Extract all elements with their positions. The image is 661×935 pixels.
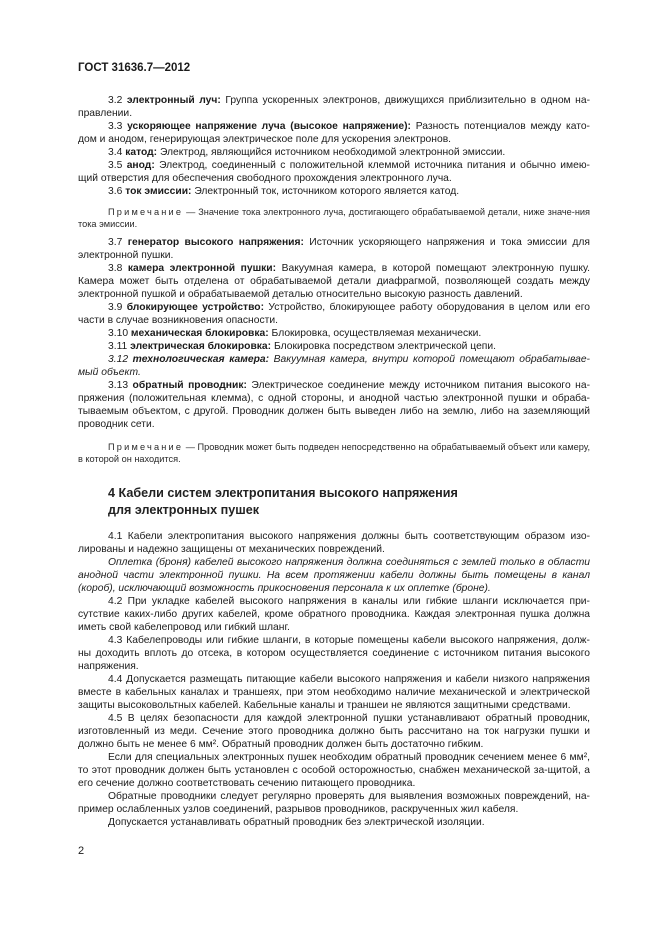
definitions-block-1	[78, 94, 590, 198]
paragraph-special-guns: Если для специальных электронных пушек необходим обратный проводник сечением менее 6 мм², то этот проводник должен быть установлен с особой осторожностью, снабжен механической за-щитой, а его сечение должно соответствовать сечению питающего проводника.	[78, 752, 590, 789]
note-label: Примечание	[108, 207, 184, 217]
definition-3-5: 3.5 анод: Электрод, соединенный с положительной клеммой источника питания и обычно имею-щий отверстия для обеспечения свободного прохождения электронного луча.	[78, 160, 590, 184]
definition-3-2: 3.2 электронный луч: Группа ускоренных электронов, движущихся приблизительно в одном на-правлении.	[78, 95, 590, 119]
definition-3-10: 3.10 механическая блокировка: Блокировка, осуществляемая механически.	[108, 328, 482, 339]
definitions-block-2	[78, 236, 590, 431]
note-1: Примечание — Значение тока электронного луча, достигающего обрабатываемой детали, ниже значе-ния тока эмиссии.	[78, 207, 590, 229]
definition-3-11: 3.11 электрическая блокировка: Блокировка посредством электрической цепи.	[108, 341, 496, 352]
page-number: 2	[78, 845, 85, 857]
definition-3-12: 3.12 технологическая камера: Вакуумная камера, внутри которой помещают обрабатывае-мый объект.	[78, 354, 590, 378]
section-4-body	[78, 530, 590, 829]
paragraph-4-3: 4.3 Кабелепроводы или гибкие шланги, в которые помещены кабели высокого напряжения, долж-ны доходить вплоть до отсека, в котором осуществляется соединение с источником питания высокого напряжения.	[78, 635, 590, 672]
definition-3-8: 3.8 камера электронной пушки: Вакуумная камера, в которой помещают электронную пушку. Камера может быть отделена от обрабатываемой детали диафрагмой, позволяющей создать между электронной пушкой и обрабатываемой деталью относительно высокую разность давлений.	[78, 263, 590, 300]
paragraph-no-insulation: Допускается устанавливать обратный проводник без электрической изоляции.	[108, 817, 485, 828]
paragraph-4-1: 4.1 Кабели электропитания высокого напряжения должны быть соответствующим образом изо-лированы и надежно защищены от механических повреждений.	[78, 531, 590, 555]
definition-3-6: 3.6 ток эмиссии: Электронный ток, источником которого является катод.	[108, 186, 460, 197]
note-label: Примечание	[108, 442, 184, 452]
definition-3-3: 3.3 ускоряющее напряжение луча (высокое напряжение): Разность потенциалов между като-дом и анодом, генерирующая электрическое поле для ускорения электронов.	[78, 121, 590, 145]
definition-3-9: 3.9 блокирующее устройство: Устройство, блокирующее работу оборудования в целом или его части в случае возникновения опасности.	[78, 302, 590, 326]
paragraph-inspection: Обратные проводники следует регулярно проверять для выявления возможных повреждений, на-пример ослабленных узлов соединений, разрывов проводников, раскрученных жил кабеля.	[78, 791, 590, 815]
paragraph-4-2: 4.2 При укладке кабелей высокого напряжения в каналы или гибкие шланги исключается при-сутствие каких-либо других кабелей, кроме обратного проводника. Каждая электронная пушка должна иметь свой кабелепровод или гибкий шланг.	[78, 596, 590, 633]
paragraph-4-5: 4.5 В целях безопасности для каждой электронной пушки устанавливают обратный проводник, изготовленный из меди. Сечение этого проводника должно быть рассчитано на ток нагрузки пушки и должно быть не менее 6 мм². Обратный проводник должен быть достаточно гибким.	[78, 713, 590, 750]
definition-3-4: 3.4 катод: Электрод, являющийся источником необходимой электронной эмиссии.	[108, 147, 506, 158]
paragraph-shield: Оплетка (броня) кабелей высокого напряжения должна соединяться с землей только в области анодной части электронной пушки. На всем протяжении кабели должны быть помещены в канал (короб), исключающий возможность прикосновения персонала к их оплетке (броне).	[78, 557, 590, 594]
definition-3-13: 3.13 обратный проводник: Электрическое соединение между источником питания высокого на-пряжения (положительная клемма), с одной стороны, и анодной частью электронной пушки и обраба-тываемым объектом, с другой. Проводник должен быть выведен либо на землю, либо на заземляющий проводник сети.	[78, 380, 590, 430]
section-heading: 4 Кабели систем электропитания высокого напряжения для электронных пушек	[108, 486, 458, 517]
document-header: ГОСТ 31636.7—2012	[78, 62, 191, 74]
paragraph-4-4: 4.4 Допускается размещать питающие кабели высокого напряжения и кабели низкого напряжения вместе в кабельных каналах и траншеях, при этом необходимо наличие механической и электрической защиты высоковольтных кабелей. Кабельные каналы и траншеи не являются защитными средствами.	[78, 674, 590, 711]
note-2: Примечание — Проводник может быть подведен непосредственно на обрабатываемый объект или камеру, в которой он находится.	[78, 442, 591, 464]
definition-3-7: 3.7 генератор высокого напряжения: Источник ускоряющего напряжения и тока эмиссии для электронной пушки.	[78, 237, 590, 261]
